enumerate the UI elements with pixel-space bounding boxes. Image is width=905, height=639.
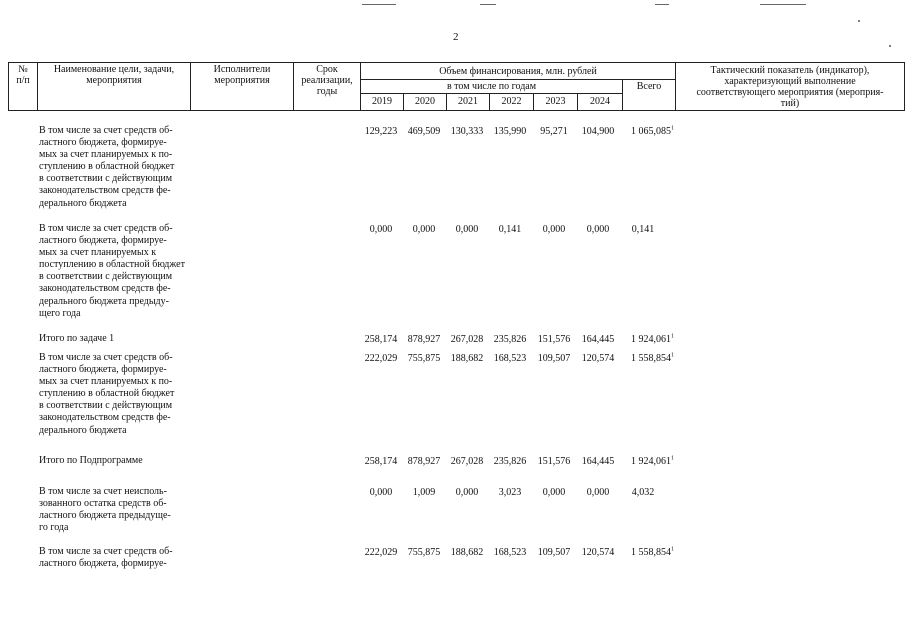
header-year: 2021 <box>458 96 478 107</box>
header-by-years: в том числе по годам <box>446 81 537 92</box>
header-total: Всего <box>636 81 662 92</box>
year-value: 0,000 <box>455 224 479 235</box>
header-financing: Объем финансирования, млн. рублей <box>439 66 597 77</box>
year-value: 120,574 <box>581 353 615 364</box>
year-value: 0,000 <box>542 487 566 498</box>
year-value: 109,507 <box>537 547 571 558</box>
total-value: 0,141 <box>631 224 655 235</box>
row-label: В том числе за счет средств об- ластного бюджета, формируе- мых за счет планируемых к поступлению в областной бюджет в соответствии с действующим законодательством средств фе- дерального бюджета предыду- щего года <box>39 223 185 319</box>
year-value: 258,174 <box>364 334 398 345</box>
year-value: 755,875 <box>407 547 441 558</box>
year-value: 267,028 <box>450 334 484 345</box>
year-value: 258,174 <box>364 456 398 467</box>
row-label: В том числе за счет средств об- ластного бюджета, формируе- мых за счет планируемых к по- ступлению в областной бюджет в соответствии с действующим законодательством средств фе- дерального бюджета <box>39 352 175 436</box>
row-label: Итого по задаче 1 <box>39 333 115 344</box>
header-year: 2023 <box>545 96 566 107</box>
year-value: 164,445 <box>581 334 615 345</box>
total-value: 1 065,085 <box>631 126 671 137</box>
total-value: 1 558,854 <box>631 547 671 558</box>
year-value: 1,009 <box>412 487 436 498</box>
row-label: В том числе за счет средств об- ластного бюджета, формируе- <box>39 546 173 570</box>
year-value: 222,029 <box>364 547 398 558</box>
year-value: 188,682 <box>450 547 484 558</box>
year-value: 0,000 <box>412 224 436 235</box>
year-value: 151,576 <box>537 334 571 345</box>
header-indicator: Тактический показатель (индикатор), характеризующий выполнение соответствующего мероприятия (мероприя- тий) <box>696 65 884 109</box>
year-value: 0,000 <box>542 224 566 235</box>
year-value: 878,927 <box>407 456 441 467</box>
year-value: 151,576 <box>537 456 571 467</box>
row-total <box>612 353 674 364</box>
year-value: 0,000 <box>369 487 393 498</box>
total-value: 1 558,854 <box>631 353 671 364</box>
scan-mark <box>760 4 806 5</box>
year-value: 120,574 <box>581 547 615 558</box>
row-total <box>612 334 674 345</box>
year-value: 0,000 <box>586 224 610 235</box>
header-term: Срок реализации, годы <box>301 64 353 97</box>
total-value: 4,032 <box>631 487 655 498</box>
row-label: В том числе за счет средств об- ластного бюджета, формируе- мых за счет планируемых к по- ступлению в областной бюджет в соответствии с действующим законодательством средств фе- дерального бюджета <box>39 125 175 209</box>
footnote-mark: 1 <box>671 333 674 340</box>
year-value: 3,023 <box>498 487 522 498</box>
year-value: 235,826 <box>493 456 527 467</box>
row-total <box>612 456 674 467</box>
page-number: 2 <box>453 31 459 43</box>
year-value: 129,223 <box>364 126 398 137</box>
header-year: 2019 <box>372 96 392 107</box>
row-total <box>612 487 674 498</box>
header-year: 2024 <box>590 96 610 107</box>
year-value: 104,900 <box>581 126 615 137</box>
year-value: 168,523 <box>493 547 527 558</box>
footnote-mark: 1 <box>671 455 674 462</box>
scan-mark <box>655 4 669 5</box>
year-value: 135,990 <box>493 126 527 137</box>
total-value: 1 924,061 <box>631 456 671 467</box>
year-value: 235,826 <box>493 334 527 345</box>
year-value: 755,875 <box>407 353 441 364</box>
year-value: 95,271 <box>540 126 568 137</box>
year-value: 168,523 <box>493 353 527 364</box>
scan-speck <box>889 45 891 47</box>
header-executors: Исполнители мероприятия <box>213 64 271 86</box>
year-value: 0,000 <box>586 487 610 498</box>
year-value: 222,029 <box>364 353 398 364</box>
year-value: 267,028 <box>450 456 484 467</box>
year-value: 469,509 <box>407 126 441 137</box>
year-value: 878,927 <box>407 334 441 345</box>
row-label: Итого по Подпрограмме <box>39 455 143 466</box>
row-label: В том числе за счет неисполь- зованного остатка средств об- ластного бюджета предыдуще- го года <box>39 486 171 534</box>
header-name: Наименование цели, задачи, мероприятия <box>53 64 175 86</box>
year-value: 0,000 <box>455 487 479 498</box>
header-year: 2022 <box>501 96 522 107</box>
footnote-mark: 1 <box>671 125 674 132</box>
scan-speck <box>858 20 860 22</box>
year-value: 0,000 <box>369 224 393 235</box>
scan-mark <box>480 4 496 5</box>
header-year: 2020 <box>415 96 435 107</box>
year-value: 130,333 <box>450 126 484 137</box>
year-value: 109,507 <box>537 353 571 364</box>
total-value: 1 924,061 <box>631 334 671 345</box>
header-number: № п/п <box>16 64 30 86</box>
footnote-mark: 1 <box>671 546 674 553</box>
year-value: 0,141 <box>498 224 522 235</box>
year-value: 164,445 <box>581 456 615 467</box>
row-total <box>612 224 674 235</box>
row-total <box>612 547 674 558</box>
scan-mark <box>362 4 396 5</box>
footnote-mark: 1 <box>671 352 674 359</box>
year-value: 188,682 <box>450 353 484 364</box>
row-total <box>612 126 674 137</box>
